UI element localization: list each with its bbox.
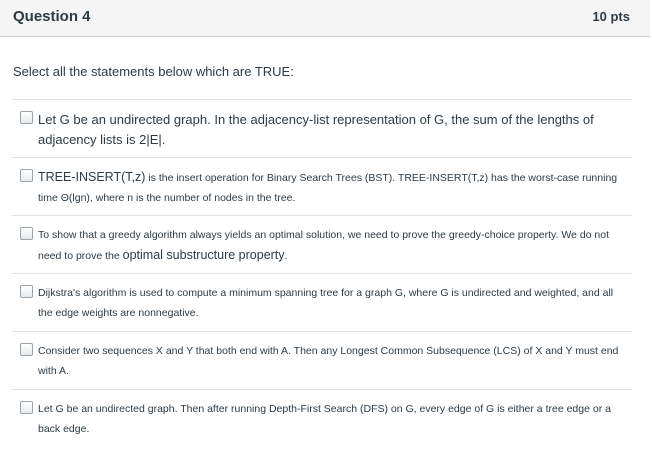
- answer-text-3-end: .: [284, 250, 288, 262]
- answer-text-2: [38, 167, 628, 208]
- question-points: 10 pts: [592, 9, 630, 24]
- answer-text-6: Let G be an undirected graph. Then after running Depth-First Search (DFS) on G, every edge of G is either a tree edge or a back edge.: [38, 403, 611, 435]
- answer-checkbox-4[interactable]: [20, 285, 33, 298]
- answer-text-3-tail: optimal substructure property: [122, 248, 285, 262]
- answer-text-1: Let G be an undirected graph. In the adjacency-list representation of G, the sum of the lengths of adjacency lists is 2|E|.: [38, 112, 594, 147]
- answer-option-1[interactable]: [12, 99, 632, 157]
- answer-text-4: Dijkstra's algorithm is used to compute a minimum spanning tree for a graph G, where G is undirected and weighted, and all the edge weights are nonnegative.: [38, 287, 614, 319]
- answer-text-2-body: is the insert operation for Binary Search Trees (BST). TREE-INSERT(T,z) has the worst-case running time Θ(lgn), where n is the number of nodes in the tree.: [38, 172, 618, 204]
- answer-checkbox-2[interactable]: [20, 169, 33, 182]
- answer-option-3[interactable]: [12, 215, 632, 273]
- answer-text-5: Consider two sequences X and Y that both end with A. Then any Longest Common Subsequence (LCS) of X and Y must end with A.: [38, 345, 619, 377]
- answer-checkbox-1[interactable]: [20, 111, 33, 124]
- question-prompt: Select all the statements below which are TRUE:: [13, 64, 294, 79]
- answer-checkbox-5[interactable]: [20, 343, 33, 356]
- answer-option-4[interactable]: [12, 273, 632, 331]
- answer-list: [12, 99, 632, 447]
- answer-option-6[interactable]: [12, 389, 632, 447]
- answer-option-5[interactable]: [12, 331, 632, 389]
- answer-option-2[interactable]: [12, 157, 632, 215]
- answer-text-2-lead: TREE-INSERT(T,z): [38, 170, 146, 184]
- question-title: Question 4: [13, 8, 91, 25]
- answer-text-3-body: To show that a greedy algorithm always yields an optimal solution, we need to prove the greedy-choice property. We do not need to prove the: [38, 229, 610, 262]
- answer-checkbox-3[interactable]: [20, 227, 33, 240]
- answer-checkbox-6[interactable]: [20, 401, 33, 414]
- question-header: [0, 0, 650, 37]
- answer-text-3: [38, 225, 628, 266]
